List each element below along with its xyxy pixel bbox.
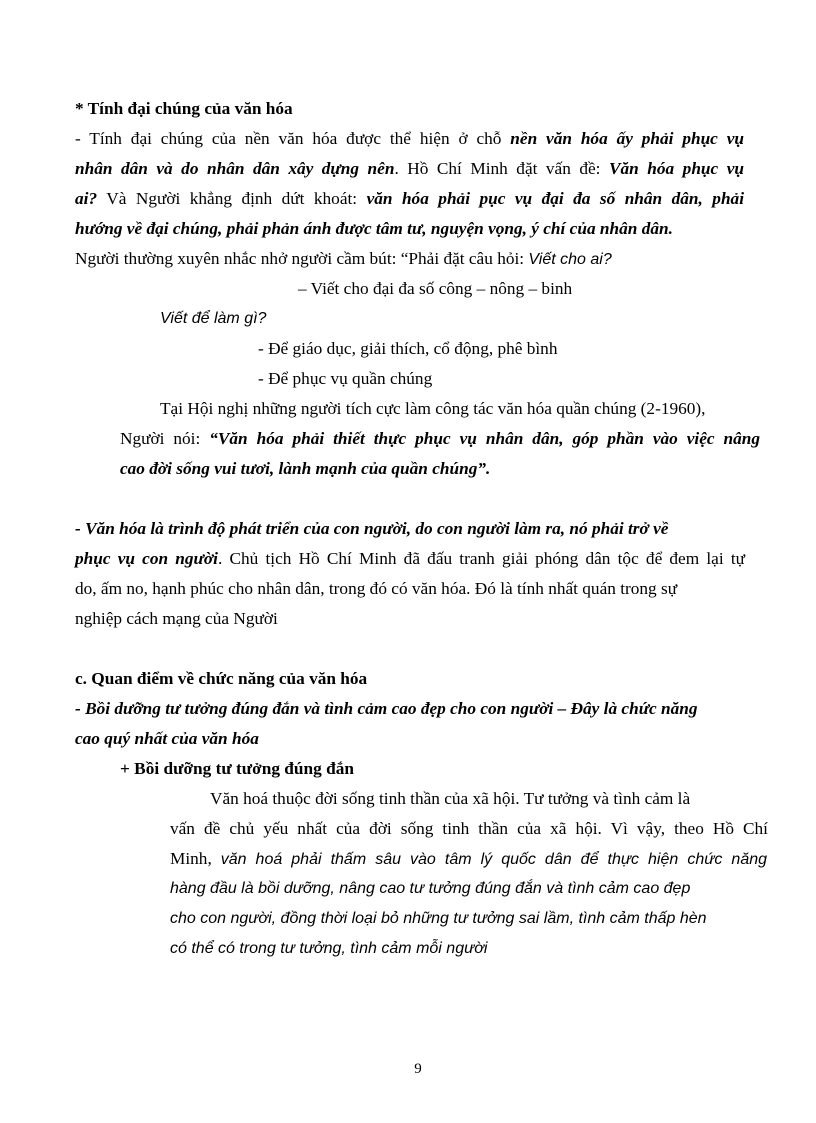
paragraph-line (75, 549, 745, 569)
emphasis-run: phục vụ con người (75, 549, 218, 568)
paragraph-line: do, ấm no, hạnh phúc cho nhân dân, trong đó có văn hóa. Đó là tính nhất quán trong sự (75, 579, 678, 598)
subheading-line: - Bồi dưỡng tư tưởng đúng đắn và tình cảm cao đẹp cho con người – Đây là chức năng (75, 699, 698, 718)
text-run: Người nói: (120, 429, 210, 448)
paragraph-line (75, 129, 744, 149)
page-number: 9 (414, 1061, 422, 1077)
indented-line: – Viết cho đại đa số công – nông – binh (298, 279, 573, 298)
emphasis-run: Văn hóa phục vụ (609, 159, 744, 178)
italic-line: có thể có trong tư tưởng, tình cảm mỗi người (170, 940, 488, 957)
text-run: Và Người khẳng định dứt khoát: (97, 189, 367, 208)
text-run: - Tính đại chúng của nền văn hóa được thể hiện ở chỗ (75, 129, 511, 148)
text-run: Minh, (170, 849, 221, 868)
italic-line: hàng đầu là bồi dưỡng, nâng cao tư tưởng đúng đắn và tình cảm cao đẹp (170, 880, 691, 897)
emphasis-run: văn hóa phải pục vụ đại đa số nhân dân, phải (366, 189, 745, 208)
bullet-heading: + Bồi dưỡng tư tưởng đúng đắn (120, 759, 354, 778)
text-run: . Chủ tịch Hồ Chí Minh đã đấu tranh giải phóng dân tộc để đem lại tự (217, 549, 745, 568)
italic-run: Viết cho ai? (528, 251, 612, 268)
list-item: - Để giáo dục, giải thích, cổ động, phê bình (258, 339, 558, 358)
paragraph-line (170, 849, 767, 870)
italic-run: văn hoá phải thấm sâu vào tâm lý quốc dân để thực hiện chức năng (220, 851, 768, 868)
paragraph-line: hướng về đại chúng, phải phản ánh được tâm tư, nguyện vọng, ý chí của nhân dân. (75, 219, 673, 238)
emphasis-run: ai? (75, 189, 98, 208)
quote-line: cao đời sống vui tươi, lành mạnh của quần chúng”. (120, 459, 491, 478)
question-line: Viết để làm gì? (160, 310, 267, 327)
text-run: . Hồ Chí Minh đặt vấn đề: (394, 159, 609, 178)
text-run: Người thường xuyên nhắc nhở người cầm bút: “Phải đặt câu hỏi: (75, 249, 529, 268)
paragraph-line (120, 429, 760, 449)
paragraph-line: vấn đề chủ yếu nhất của đời sống tinh thần của xã hội. Vì vậy, theo Hồ Chí (170, 819, 768, 838)
list-item: - Để phục vụ quần chúng (258, 369, 433, 388)
italic-line: cho con người, đồng thời loại bỏ những tư tưởng sai lầm, tình cảm thấp hèn (170, 910, 707, 927)
paragraph-line (75, 249, 612, 270)
quote-run: “Văn hóa phải thiết thực phục vụ nhân dân, góp phần vào việc nâng (209, 429, 761, 448)
emphasis-run: nhân dân và do nhân dân xây dựng nên (75, 159, 395, 178)
paragraph-line: - Văn hóa là trình độ phát triển của con người, do con người làm ra, nó phải trở về (75, 519, 669, 538)
paragraph-line: Văn hoá thuộc đời sống tinh thần của xã hội. Tư tưởng và tình cảm là (210, 789, 691, 808)
paragraph-line (75, 159, 744, 179)
emphasis-run: nền văn hóa ấy phải phục vụ (510, 129, 744, 148)
paragraph-line: nghiệp cách mạng của Người (75, 609, 278, 628)
paragraph-line (75, 189, 744, 209)
subheading-line: cao quý nhất của văn hóa (75, 729, 259, 748)
paragraph-line: Tại Hội nghị những người tích cực làm công tác văn hóa quần chúng (2-1960), (160, 399, 706, 418)
section-heading-functions: c. Quan điểm về chức năng của văn hóa (75, 669, 368, 688)
section-heading-mass-character: * Tính đại chúng của văn hóa (75, 99, 293, 118)
